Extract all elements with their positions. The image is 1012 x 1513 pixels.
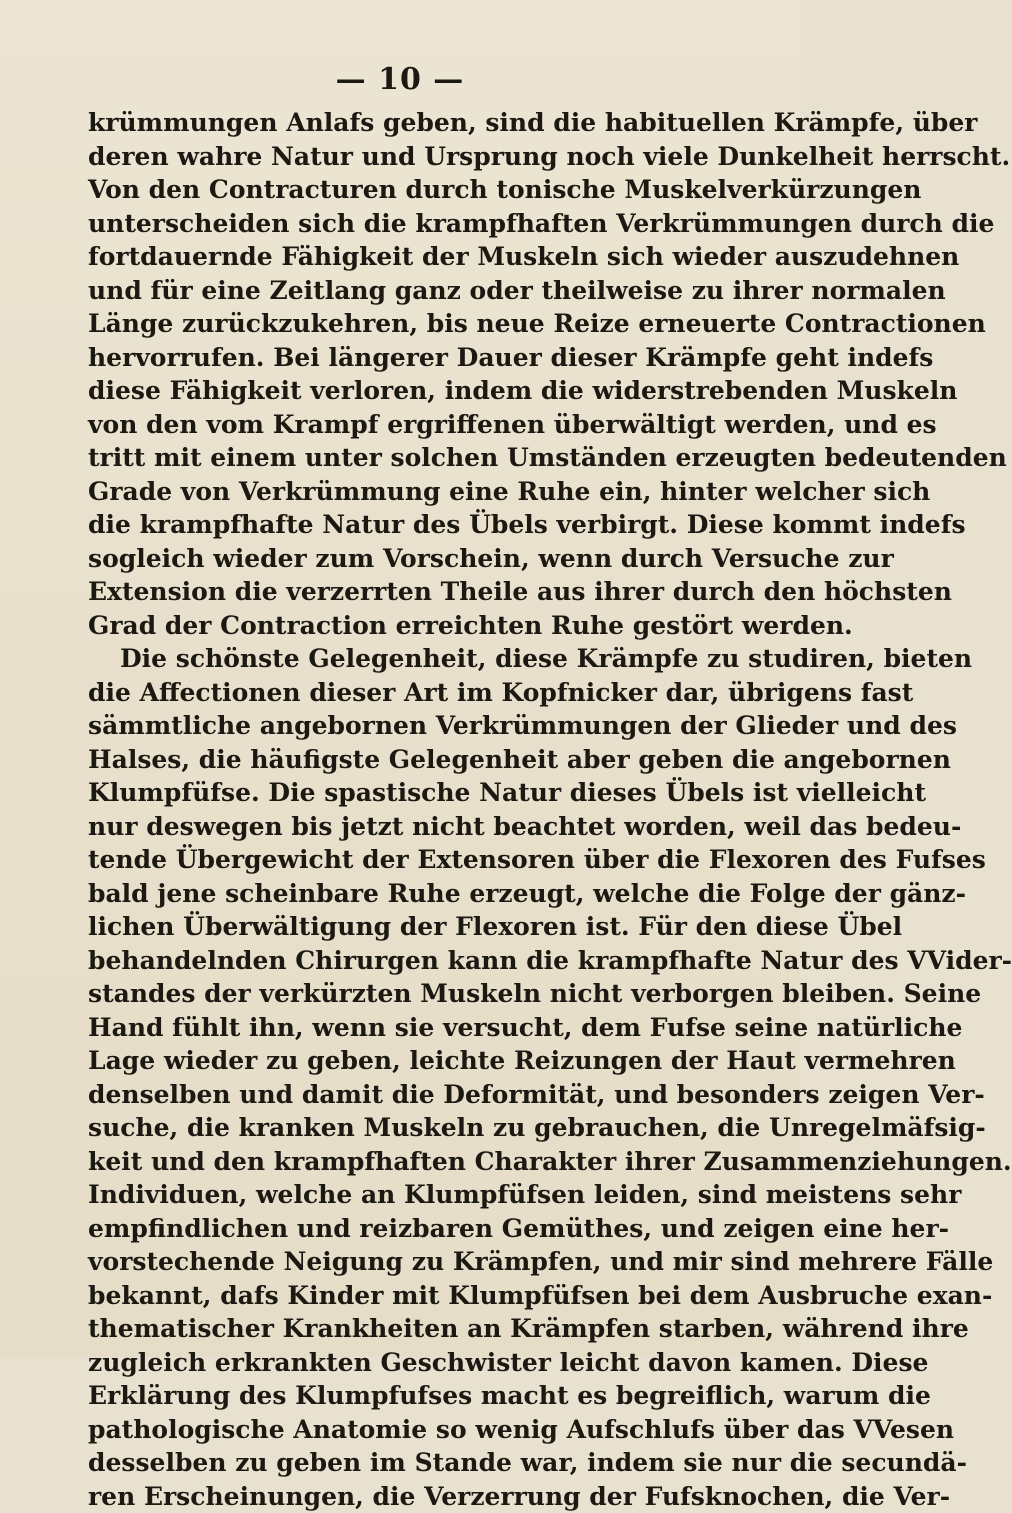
text-line: diese Fähigkeit verloren, indem die widerstrebenden Muskeln [88, 374, 756, 408]
paragraph-2 [88, 642, 756, 1513]
text-line: denselben und damit die Deformität, und besonders zeigen Ver- [88, 1078, 756, 1112]
page-number: — 10 — [0, 62, 800, 97]
text-line: suche, die kranken Muskeln zu gebrauchen, die Unregelmäfsig- [88, 1111, 756, 1145]
text-line: Erklärung des Klumpfufses macht es begreiflich, warum die [88, 1379, 756, 1413]
text-line: sogleich wieder zum Vorschein, wenn durch Versuche zur [88, 542, 756, 576]
text-line: keit und den krampfhaften Charakter ihrer Zusammenziehungen. [88, 1145, 756, 1179]
text-line: desselben zu geben im Stande war, indem sie nur die secundä- [88, 1446, 756, 1480]
text-line: pathologische Anatomie so wenig Aufschlufs über das VVesen [88, 1413, 756, 1447]
text-line: Von den Contracturen durch tonische Muskelverkürzungen [88, 173, 756, 207]
text-line: fortdauernde Fähigkeit der Muskeln sich wieder auszudehnen [88, 240, 756, 274]
text-line: zugleich erkrankten Geschwister leicht davon kamen. Diese [88, 1346, 756, 1380]
text-line: lichen Überwältigung der Flexoren ist. Für den diese Übel [88, 910, 756, 944]
text-line: tritt mit einem unter solchen Umständen erzeugten bedeutenden [88, 441, 756, 475]
text-line: hervorrufen. Bei längerer Dauer dieser Krämpfe geht indefs [88, 341, 756, 375]
text-line: sämmtliche angebornen Verkrümmungen der Glieder und des [88, 709, 756, 743]
text-line: Grade von Verkrümmung eine Ruhe ein, hinter welcher sich [88, 475, 756, 509]
text-line: Die schönste Gelegenheit, diese Krämpfe zu studiren, bieten [88, 642, 756, 676]
text-line: empfindlichen und reizbaren Gemüthes, und zeigen eine her- [88, 1212, 756, 1246]
text-line: vorstechende Neigung zu Krämpfen, und mir sind mehrere Fälle [88, 1245, 756, 1279]
text-line: von den vom Krampf ergriffenen überwältigt werden, und es [88, 408, 756, 442]
text-line: Individuen, welche an Klumpfüfsen leiden, sind meistens sehr [88, 1178, 756, 1212]
text-line: ren Erscheinungen, die Verzerrung der Fufsknochen, die Ver- [88, 1480, 756, 1513]
text-line: standes der verkürzten Muskeln nicht verborgen bleiben. Seine [88, 977, 756, 1011]
text-line: behandelnden Chirurgen kann die krampfhafte Natur des VVider- [88, 944, 756, 978]
text-line: Länge zurückzukehren, bis neue Reize erneuerte Contractionen [88, 307, 756, 341]
text-line: krümmungen Anlafs geben, sind die habituellen Krämpfe, über [88, 106, 756, 140]
text-line: Lage wieder zu geben, leichte Reizungen der Haut vermehren [88, 1044, 756, 1078]
text-line: nur deswegen bis jetzt nicht beachtet worden, weil das bedeu- [88, 810, 756, 844]
text-line: und für eine Zeitlang ganz oder theilweise zu ihrer normalen [88, 274, 756, 308]
text-line: Hand fühlt ihn, wenn sie versucht, dem Fufse seine natürliche [88, 1011, 756, 1045]
text-line: die krampfhafte Natur des Übels verbirgt. Diese kommt indefs [88, 508, 756, 542]
text-line: Grad der Contraction erreichten Ruhe gestört werden. [88, 609, 756, 643]
paragraph-1 [88, 106, 756, 642]
body-text [88, 106, 756, 1513]
text-line: tende Übergewicht der Extensoren über die Flexoren des Fufses [88, 843, 756, 877]
text-line: Halses, die häufigste Gelegenheit aber geben die angebornen [88, 743, 756, 777]
text-line: Klumpfüfse. Die spastische Natur dieses Übels ist vielleicht [88, 776, 756, 810]
text-line: bald jene scheinbare Ruhe erzeugt, welche die Folge der gänz- [88, 877, 756, 911]
text-line: deren wahre Natur und Ursprung noch viele Dunkelheit herrscht. [88, 140, 756, 174]
text-line: die Affectionen dieser Art im Kopfnicker dar, übrigens fast [88, 676, 756, 710]
text-line: unterscheiden sich die krampfhaften Verkrümmungen durch die [88, 207, 756, 241]
text-line: Extension die verzerrten Theile aus ihrer durch den höchsten [88, 575, 756, 609]
text-line: thematischer Krankheiten an Krämpfen starben, während ihre [88, 1312, 756, 1346]
text-line: bekannt, dafs Kinder mit Klumpfüfsen bei dem Ausbruche exan- [88, 1279, 756, 1313]
